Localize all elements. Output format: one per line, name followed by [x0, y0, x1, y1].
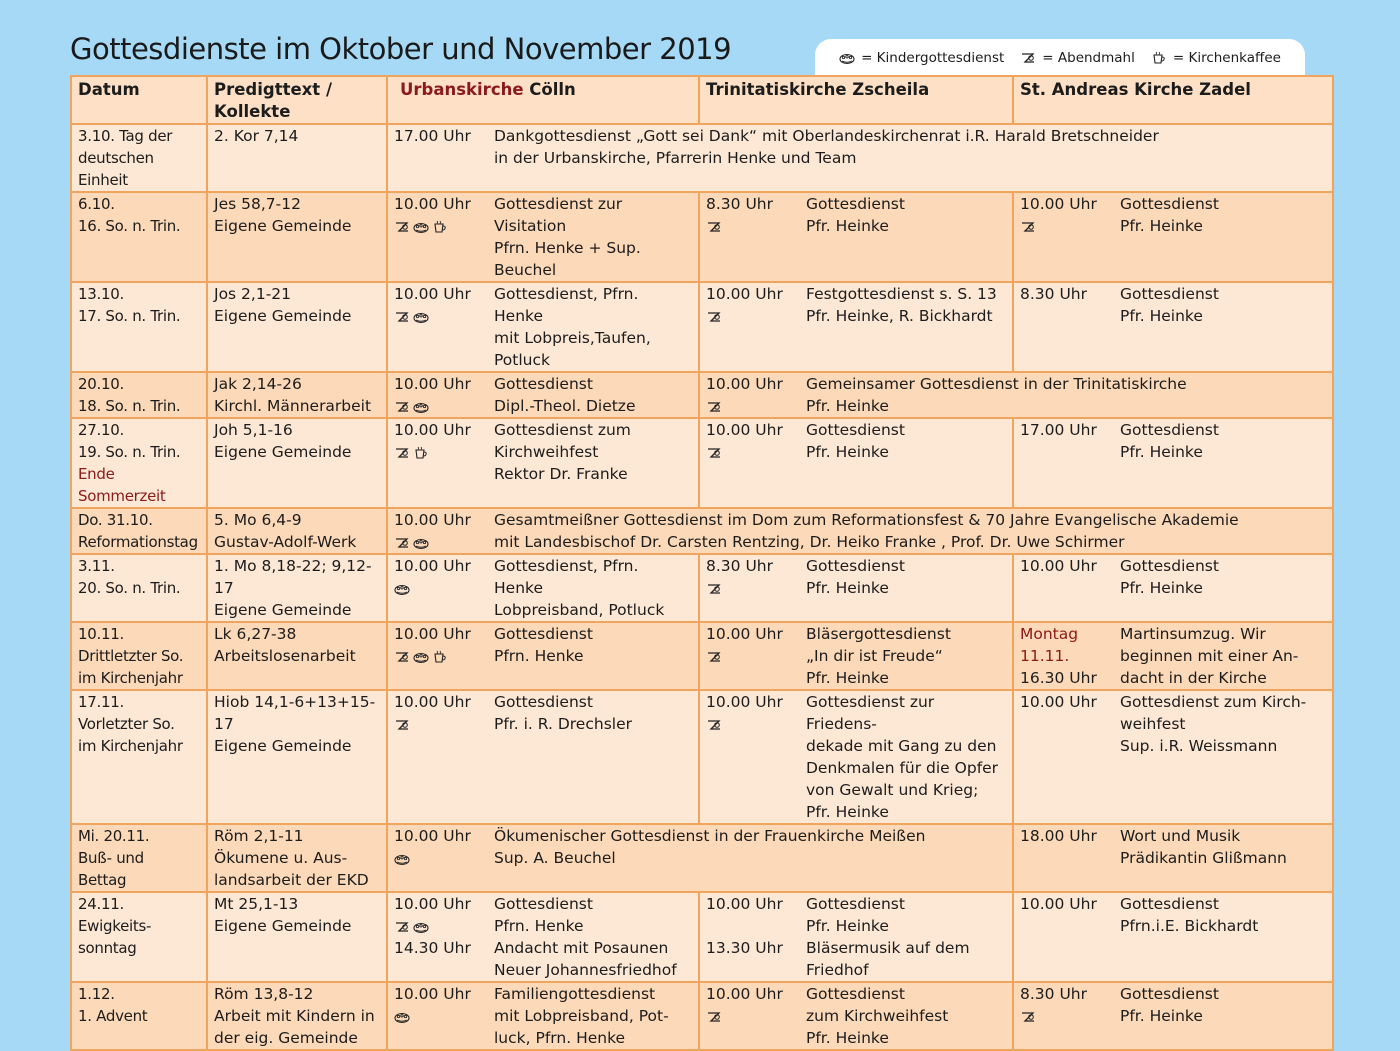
- service-entry: [1020, 419, 1326, 463]
- cell-trinitatiskirche: [699, 192, 1013, 282]
- service-entry: [1020, 193, 1326, 237]
- cell-andreaskirche: [1013, 892, 1333, 982]
- service-time: 10.00 Uhr: [706, 895, 783, 913]
- service-description: Gottesdienst Pfr. Heinke: [1120, 285, 1219, 325]
- header-trinitatiskirche: Trinitatiskirche Zscheila: [699, 76, 1013, 124]
- service-description: Gottesdienst Pfrn. Henke Andacht mit Posaunen Neuer Johannesfriedhof: [494, 895, 677, 979]
- service-description: Gottesdienst zum Kirchweihfest Rektor Dr. Franke: [494, 421, 631, 483]
- service-time-block: [706, 893, 806, 981]
- cell-andreaskirche: [1013, 622, 1333, 690]
- cell-urbanskirche: [387, 982, 699, 1050]
- service-time: 8.30 Uhr: [706, 557, 773, 575]
- date-text: 17.11. Vorletzter So. im Kirchenjahr: [78, 693, 183, 755]
- service-schedule-table: [70, 75, 1334, 1051]
- kindergottesdienst-icon: [413, 220, 429, 234]
- service-time: 10.00 Uhr: [394, 625, 471, 643]
- page-title: Gottesdienste im Oktober und November 2019: [70, 32, 732, 66]
- service-description: Gottesdienst zum Kirch- weihfest Sup. i.R. Weissmann: [1120, 693, 1307, 755]
- icon-spacer: [706, 915, 806, 937]
- cell-urbanskirche: [387, 690, 699, 824]
- service-time: 10.00 Uhr: [394, 895, 471, 913]
- kindergottesdienst-icon: [394, 1010, 410, 1024]
- table-row: [71, 622, 1333, 690]
- service-time: 17.00 Uhr: [394, 127, 471, 145]
- cell-urbanskirche: [387, 192, 699, 282]
- service-time-block: [394, 893, 494, 981]
- service-time-block: [1020, 691, 1120, 757]
- service-description: Gottesdienst Pfr. Heinke: [806, 557, 905, 597]
- cell-urbanskirche: [387, 622, 699, 690]
- date-text: 6.10. 16. So. n. Trin.: [78, 195, 181, 235]
- abendmahl-icon: [706, 310, 722, 324]
- table-row: [71, 192, 1333, 282]
- service-icons: [394, 915, 494, 937]
- cell-andreaskirche: [1013, 554, 1333, 622]
- service-description: Gottesdienst zur Visitation Pfrn. Henke + Sup. Beuchel: [494, 195, 641, 279]
- service-description: Gottesdienst Pfr. Heinke: [1120, 195, 1219, 235]
- cell-urbanskirche: [387, 282, 699, 372]
- header-urbanskirche-place: Cölln: [523, 80, 576, 99]
- header-predigttext: Predigttext / Kollekte: [207, 76, 387, 124]
- table-row: [71, 124, 1333, 192]
- service-entry: [1020, 283, 1326, 327]
- abendmahl-icon: [394, 920, 410, 934]
- service-entry: [706, 555, 1006, 599]
- cell-datum: [71, 824, 207, 892]
- service-icons: [706, 215, 806, 237]
- service-time-block: [1020, 623, 1120, 689]
- service-description: Gottesdienst zum Kirchweihfest Pfr. Heinke: [806, 985, 949, 1047]
- cell-andreaskirche: [1013, 982, 1333, 1050]
- cell-trinitatiskirche: [699, 622, 1013, 690]
- abendmahl-icon: [706, 220, 722, 234]
- abendmahl-icon: [394, 220, 410, 234]
- cell-predigttext: [207, 124, 387, 192]
- service-time-block: [1020, 893, 1120, 937]
- service-entry: [394, 125, 1326, 169]
- predigttext-kollekte: 1. Mo 8,18-22; 9,12-17 Eigene Gemeinde: [214, 557, 372, 619]
- service-time: 10.00 Uhr: [706, 421, 783, 439]
- service-description: Familiengottesdienst mit Lobpreisband, Pot- luck, Pfrn. Henke: [494, 985, 669, 1047]
- predigttext-kollekte: Hiob 14,1-6+13+15-17 Eigene Gemeinde: [214, 693, 376, 755]
- service-entry: [706, 893, 1006, 981]
- service-time-block: [706, 283, 806, 327]
- legend: [815, 39, 1305, 77]
- cell-predigttext: [207, 622, 387, 690]
- date-text: 13.10. 17. So. n. Trin.: [78, 285, 181, 325]
- service-description: Gottesdienst Pfr. Heinke: [1120, 557, 1219, 597]
- cell-predigttext: [207, 372, 387, 418]
- abendmahl-icon: [706, 650, 722, 664]
- service-description: Festgottesdienst s. S. 13 Pfr. Heinke, R. Bickhardt: [806, 285, 997, 325]
- service-time-block: [1020, 283, 1120, 327]
- service-time-block: [1020, 555, 1120, 599]
- predigttext-kollekte: Röm 2,1-11 Ökumene u. Aus- landsarbeit der EKD: [214, 827, 369, 889]
- kindergottesdienst-icon: [394, 582, 410, 596]
- abendmahl-icon: [394, 446, 410, 460]
- service-time: 10.00 Uhr: [1020, 195, 1097, 213]
- service-icons: [394, 531, 494, 553]
- service-time: 10.00 Uhr: [1020, 895, 1097, 913]
- service-entry: [1020, 623, 1326, 689]
- legend-label: = Kirchenkaffee: [1172, 50, 1281, 66]
- cell-predigttext: [207, 554, 387, 622]
- cell-predigttext: [207, 418, 387, 508]
- cell-predigttext: [207, 892, 387, 982]
- service-time: 10.00 Uhr: [394, 985, 471, 1003]
- service-time: 10.00 Uhr: [1020, 557, 1097, 575]
- abendmahl-icon: [394, 718, 410, 732]
- service-icons: [706, 1005, 806, 1027]
- service-icons: [706, 305, 806, 327]
- service-time: 10.00 Uhr: [394, 827, 471, 845]
- cell-trinitatiskirche: [699, 554, 1013, 622]
- cell-urbanskirche: [387, 372, 699, 418]
- date-text: 1.12. 1. Advent: [78, 985, 148, 1025]
- legend-label: = Kindergottesdienst: [861, 50, 1005, 66]
- abendmahl-icon: [706, 718, 722, 732]
- kindergottesdienst-icon: [413, 536, 429, 550]
- predigttext-kollekte: Jes 58,7-12 Eigene Gemeinde: [214, 195, 352, 235]
- service-time: 8.30 Uhr: [1020, 985, 1087, 1003]
- abendmahl-icon: [706, 400, 722, 414]
- service-time: 10.00 Uhr: [394, 421, 471, 439]
- service-icons: [706, 713, 806, 735]
- service-time-block: [394, 509, 494, 553]
- service-time-block: [706, 555, 806, 599]
- service-description: Martinsumzug. Wir beginnen mit einer An- dacht in der Kirche: [1120, 625, 1299, 687]
- kirchenkaffee-icon: [432, 650, 448, 664]
- service-entry: [706, 283, 1006, 327]
- service-description: Gottesdienst Pfr. Heinke Bläsermusik auf dem Friedhof: [806, 895, 970, 979]
- service-time-block: [1020, 825, 1120, 869]
- cell-trinitatiskirche: [699, 892, 1013, 982]
- service-icons: [394, 713, 494, 735]
- service-description: Gottesdienst, Pfrn. Henke Lobpreisband, Potluck: [494, 557, 665, 619]
- header-datum: Datum: [71, 76, 207, 124]
- cell-datum: [71, 192, 207, 282]
- table-row: [71, 282, 1333, 372]
- service-time-block: [706, 623, 806, 689]
- cell-predigttext: [207, 982, 387, 1050]
- service-entry: [394, 283, 692, 371]
- date-text: 10.11. Drittletzter So. im Kirchenjahr: [78, 625, 184, 687]
- service-time-block: [706, 373, 806, 417]
- service-time: 10.00 Uhr: [394, 285, 471, 303]
- cell-datum: [71, 124, 207, 192]
- header-andreaskirche: St. Andreas Kirche Zadel: [1013, 76, 1333, 124]
- predigttext-kollekte: Jos 2,1-21 Eigene Gemeinde: [214, 285, 352, 325]
- service-time: 10.00 Uhr: [706, 375, 783, 393]
- service-time-block: [394, 825, 494, 869]
- cell-andreaskirche: [1013, 282, 1333, 372]
- cell-datum: [71, 372, 207, 418]
- cell-trinitatiskirche: [699, 282, 1013, 372]
- table-row: [71, 892, 1333, 982]
- kindergottesdienst-icon: [394, 852, 410, 866]
- service-time: 10.00 Uhr: [706, 985, 783, 1003]
- cell-predigttext: [207, 508, 387, 554]
- cell-andreaskirche: [1013, 418, 1333, 508]
- service-entry: [1020, 983, 1326, 1027]
- legend-label: = Abendmahl: [1042, 50, 1135, 66]
- table-row: [71, 372, 1333, 418]
- table-row: [71, 824, 1333, 892]
- service-description: Dankgottesdienst „Gott sei Dank“ mit Oberlandeskirchenrat i.R. Harald Bretschneider in der Urbanskirche, Pfarrerin Henke und Team: [494, 127, 1159, 167]
- abendmahl-icon: [1020, 1010, 1036, 1024]
- service-time-block: [394, 193, 494, 281]
- predigttext-kollekte: Lk 6,27-38 Arbeitslosenarbeit: [214, 625, 356, 665]
- cell-urbanskirche: [387, 508, 1333, 554]
- kindergottesdienst-icon: [839, 51, 855, 65]
- abendmahl-icon: [706, 582, 722, 596]
- service-time-block: [394, 691, 494, 735]
- service-entry: [1020, 825, 1326, 869]
- abendmahl-icon: [1020, 51, 1036, 65]
- service-description: Gottesdienst Pfrn. Henke: [494, 625, 593, 665]
- table-row: [71, 982, 1333, 1050]
- table-header-row: [71, 76, 1333, 124]
- predigttext-kollekte: Röm 13,8-12 Arbeit mit Kindern in der eig. Gemeinde: [214, 985, 375, 1047]
- service-time-block: [394, 283, 494, 371]
- service-description: Gottesdienst zur Friedens- dekade mit Gang zu den Denkmalen für die Opfer von Gewalt und Krieg; Pfr. Heinke: [806, 693, 999, 821]
- cell-datum: [71, 892, 207, 982]
- service-entry: [394, 509, 1326, 553]
- legend-item-kirchenkaffee: [1151, 50, 1281, 66]
- service-description: Gottesdienst Pfr. Heinke: [806, 421, 905, 461]
- date-note: Ende Sommerzeit: [78, 465, 166, 505]
- service-description: Gottesdienst Pfrn.i.E. Bickhardt: [1120, 895, 1259, 935]
- service-description: Ökumenischer Gottesdienst in der Frauenkirche Meißen Sup. A. Beuchel: [494, 827, 926, 867]
- service-icons: [706, 645, 806, 667]
- predigttext-kollekte: Mt 25,1-13 Eigene Gemeinde: [214, 895, 352, 935]
- service-time-block: [706, 691, 806, 823]
- date-text: 24.11. Ewigkeits- sonntag: [78, 895, 152, 957]
- service-time: 16.30 Uhr: [1020, 669, 1097, 687]
- service-time: 17.00 Uhr: [1020, 421, 1097, 439]
- service-description: Gottesdienst Pfr. Heinke: [1120, 421, 1219, 461]
- service-time: 10.00 Uhr: [394, 375, 471, 393]
- service-time: 10.00 Uhr: [394, 195, 471, 213]
- kindergottesdienst-icon: [413, 650, 429, 664]
- date-text: Mi. 20.11. Buß- und Bettag: [78, 827, 150, 889]
- date-text: Do. 31.10. Reformationstag: [78, 511, 198, 551]
- cell-predigttext: [207, 690, 387, 824]
- cell-datum: [71, 982, 207, 1050]
- date-text: 3.11. 20. So. n. Trin.: [78, 557, 181, 597]
- service-icons: [394, 305, 494, 327]
- service-icons: [394, 215, 494, 237]
- service-icons: [706, 395, 806, 417]
- cell-predigttext: [207, 192, 387, 282]
- service-entry: [394, 691, 692, 735]
- legend-item-kindergottesdienst: [839, 50, 1004, 66]
- service-time: 8.30 Uhr: [1020, 285, 1087, 303]
- kirchenkaffee-icon: [413, 446, 429, 460]
- service-time-block: [394, 555, 494, 621]
- service-entry: [706, 419, 1006, 463]
- service-time-block: [706, 193, 806, 237]
- cell-urbanskirche: [387, 892, 699, 982]
- service-time: 10.00 Uhr: [706, 625, 783, 643]
- cell-urbanskirche: [387, 554, 699, 622]
- service-entry: [706, 373, 1326, 417]
- cell-predigttext: [207, 824, 387, 892]
- service-time: 10.00 Uhr: [1020, 693, 1097, 711]
- service-time: 10.00 Uhr: [706, 693, 783, 711]
- service-icons: [394, 441, 494, 463]
- abendmahl-icon: [706, 1010, 722, 1024]
- service-icons: [706, 577, 806, 599]
- cell-datum: [71, 418, 207, 508]
- service-time-block: [394, 373, 494, 417]
- service-entry: [394, 555, 692, 621]
- service-icons: [1020, 1005, 1120, 1027]
- service-entry: [394, 193, 692, 281]
- service-icons: [394, 395, 494, 417]
- cell-urbanskirche: [387, 418, 699, 508]
- service-time-second: 13.30 Uhr: [706, 939, 783, 957]
- service-time: 10.00 Uhr: [394, 511, 471, 529]
- kindergottesdienst-icon: [413, 310, 429, 324]
- service-description: Bläsergottesdienst „In dir ist Freude“ Pfr. Heinke: [806, 625, 951, 687]
- cell-trinitatiskirche: [699, 372, 1333, 418]
- cell-andreaskirche: [1013, 824, 1333, 892]
- service-entry: [394, 419, 692, 485]
- service-entry: [1020, 893, 1326, 937]
- service-description: Gottesdienst Pfr. Heinke: [1120, 985, 1219, 1025]
- service-description: Gottesdienst Pfr. Heinke: [806, 195, 905, 235]
- service-entry: [394, 373, 692, 417]
- service-icons: [394, 847, 494, 869]
- service-entry: [394, 893, 692, 981]
- cell-datum: [71, 508, 207, 554]
- predigttext-kollekte: Joh 5,1-16 Eigene Gemeinde: [214, 421, 352, 461]
- service-icons: [394, 577, 494, 599]
- service-time-block: [706, 419, 806, 463]
- service-description: Gesamtmeißner Gottesdienst im Dom zum Reformationsfest & 70 Jahre Evangelische Akademie mit Landesbischof Dr. Carsten Rentzing, Dr. Heiko Franke , Prof. Dr. Uwe Schirmer: [494, 511, 1239, 551]
- service-entry: [706, 193, 1006, 237]
- cell-trinitatiskirche: [699, 982, 1013, 1050]
- service-time-block: [394, 419, 494, 485]
- cell-andreaskirche: [1013, 690, 1333, 824]
- date-text: 20.10. 18. So. n. Trin.: [78, 375, 181, 415]
- service-icons: [394, 1005, 494, 1027]
- service-time: 18.00 Uhr: [1020, 827, 1097, 845]
- header-urbanskirche: [387, 76, 699, 124]
- cell-predigttext: [207, 282, 387, 372]
- service-description: Gemeinsamer Gottesdienst in der Trinitatiskirche Pfr. Heinke: [806, 375, 1187, 415]
- cell-datum: [71, 622, 207, 690]
- service-time-block: [1020, 193, 1120, 237]
- service-entry: [706, 623, 1006, 689]
- service-description: Wort und Musik Prädikantin Glißmann: [1120, 827, 1287, 867]
- date-text: 3.10. Tag der deutschen Einheit: [78, 127, 173, 189]
- legend-item-abendmahl: [1020, 50, 1135, 66]
- abendmahl-icon: [706, 446, 722, 460]
- abendmahl-icon: [394, 536, 410, 550]
- cell-trinitatiskirche: [699, 690, 1013, 824]
- service-time: 10.00 Uhr: [394, 557, 471, 575]
- service-time: 10.00 Uhr: [706, 285, 783, 303]
- service-entry: [1020, 691, 1326, 757]
- kindergottesdienst-icon: [413, 920, 429, 934]
- service-entry: [706, 691, 1006, 823]
- service-description: Gottesdienst Pfr. i. R. Drechsler: [494, 693, 632, 733]
- service-day-note: Montag 11.11.: [1020, 625, 1079, 665]
- service-icons: [394, 645, 494, 667]
- table-row: [71, 418, 1333, 508]
- kirchenkaffee-icon: [432, 220, 448, 234]
- cell-datum: [71, 282, 207, 372]
- date-text: 27.10. 19. So. n. Trin.: [78, 421, 181, 461]
- table-row: [71, 508, 1333, 554]
- service-time: 8.30 Uhr: [706, 195, 773, 213]
- abendmahl-icon: [1020, 220, 1036, 234]
- cell-urbanskirche: [387, 124, 1333, 192]
- service-time-block: [394, 623, 494, 667]
- kirchenkaffee-icon: [1151, 51, 1167, 65]
- service-time-block: [1020, 983, 1120, 1027]
- abendmahl-icon: [394, 650, 410, 664]
- service-time-second: 14.30 Uhr: [394, 939, 471, 957]
- table-row: [71, 554, 1333, 622]
- service-time-block: [394, 125, 494, 169]
- cell-andreaskirche: [1013, 192, 1333, 282]
- abendmahl-icon: [394, 400, 410, 414]
- service-icons: [1020, 215, 1120, 237]
- service-description: Gottesdienst, Pfrn. Henke mit Lobpreis,Taufen, Potluck: [494, 285, 651, 369]
- service-description: Gottesdienst Dipl.-Theol. Dietze: [494, 375, 636, 415]
- abendmahl-icon: [394, 310, 410, 324]
- cell-datum: [71, 690, 207, 824]
- service-time: 10.00 Uhr: [394, 693, 471, 711]
- cell-urbanskirche: [387, 824, 1013, 892]
- header-urbanskirche-name: Urbanskirche: [400, 80, 524, 99]
- service-entry: [1020, 555, 1326, 599]
- predigttext-kollekte: 5. Mo 6,4-9 Gustav-Adolf-Werk: [214, 511, 357, 551]
- cell-datum: [71, 554, 207, 622]
- service-entry: [394, 825, 1006, 869]
- service-icons: [706, 441, 806, 463]
- predigttext-kollekte: Jak 2,14-26 Kirchl. Männerarbeit: [214, 375, 372, 415]
- table-row: [71, 690, 1333, 824]
- predigttext-kollekte: 2. Kor 7,14: [214, 127, 299, 145]
- cell-trinitatiskirche: [699, 418, 1013, 508]
- service-time-block: [1020, 419, 1120, 463]
- service-entry: [394, 623, 692, 667]
- kindergottesdienst-icon: [413, 400, 429, 414]
